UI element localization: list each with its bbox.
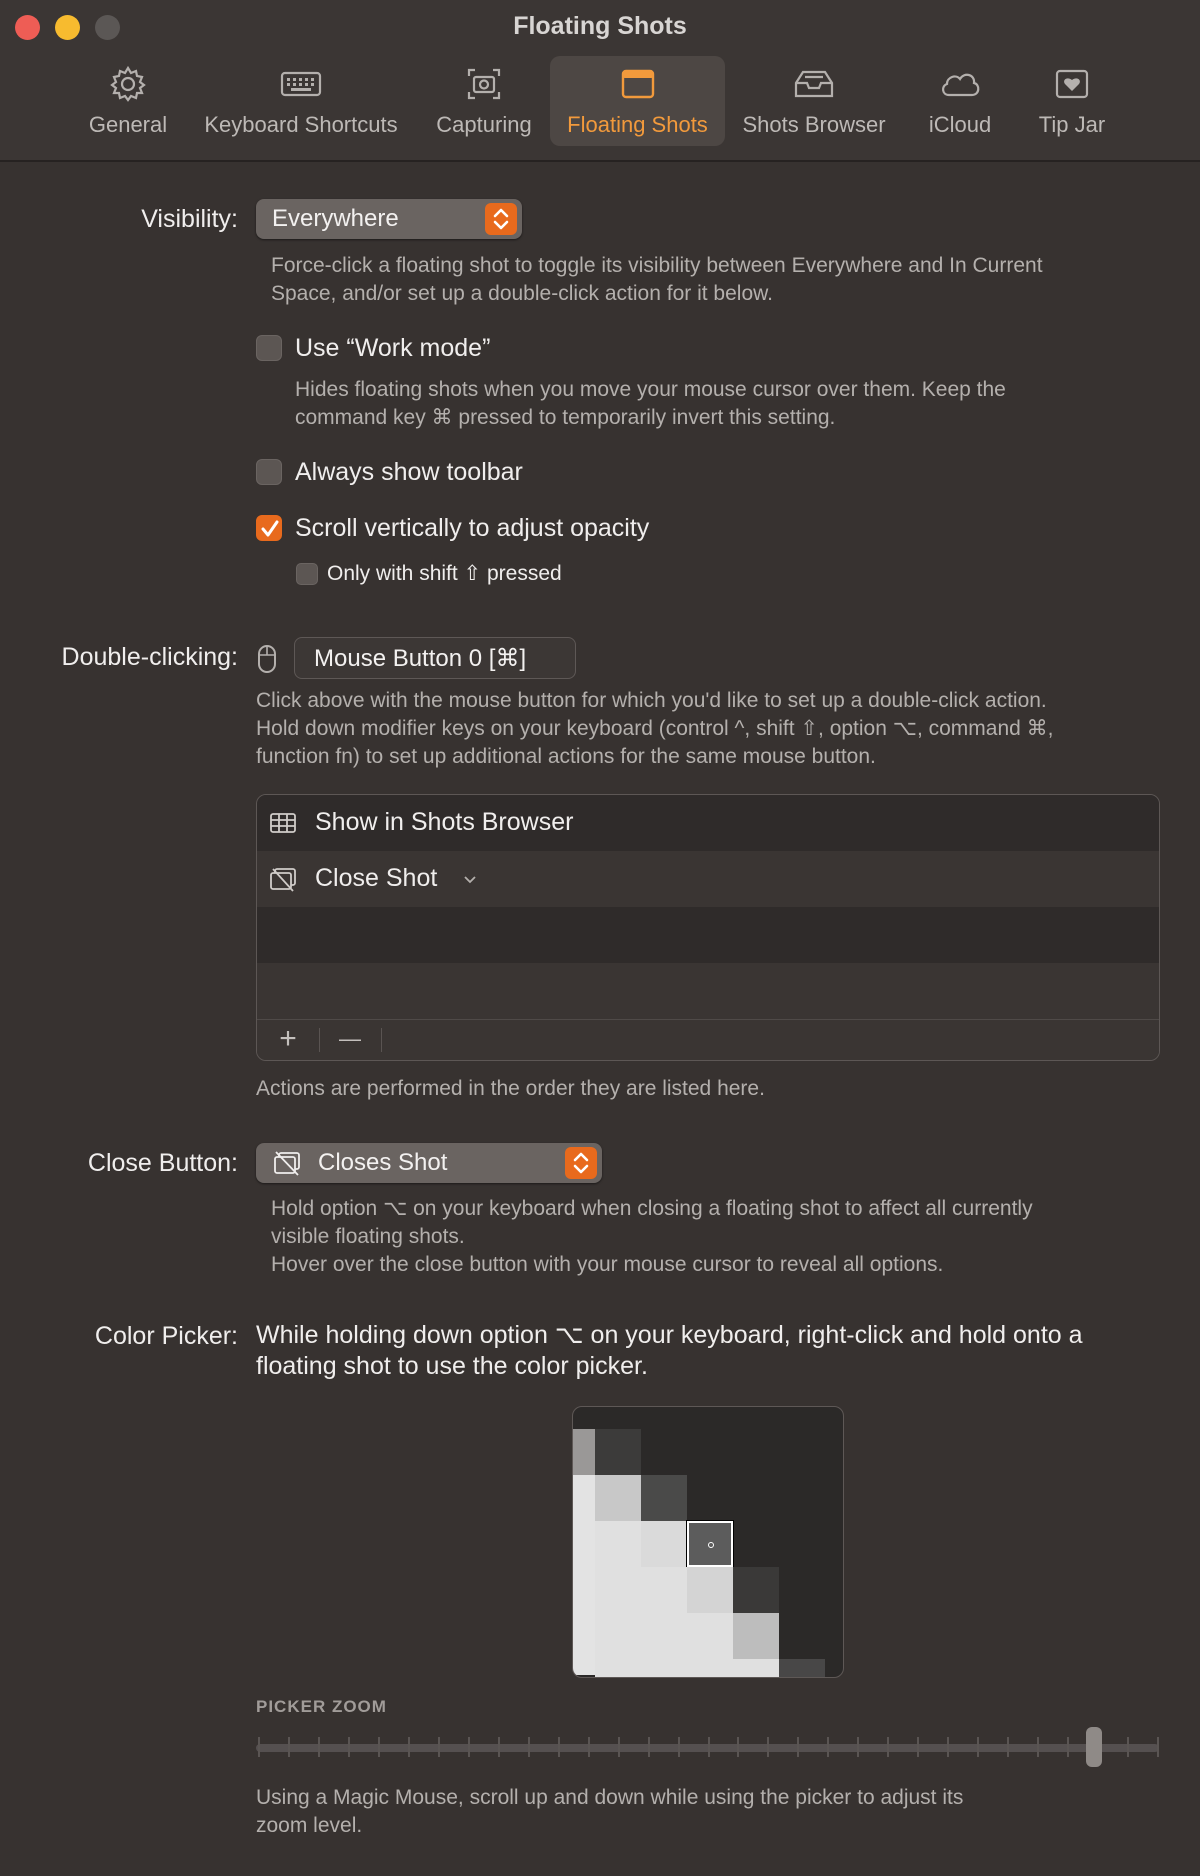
preview-pixel <box>641 1567 687 1677</box>
slider-tick <box>348 1737 350 1757</box>
window-title: Floating Shots <box>513 12 687 40</box>
close-button-label: Close Button: <box>87 1149 238 1177</box>
picker-zoom-slider-knob[interactable] <box>1086 1727 1102 1767</box>
mouse-button-recorder[interactable] <box>294 637 576 679</box>
slider-tick <box>258 1737 260 1757</box>
tab-shots-browser-label: Shots Browser <box>742 112 886 137</box>
tab-capturing-label: Capturing <box>436 112 532 137</box>
preview-pixel <box>641 1521 687 1567</box>
tab-keyboard-shortcuts-label: Keyboard Shortcuts <box>204 112 398 137</box>
slider-tick <box>678 1737 680 1757</box>
preview-pixel <box>641 1475 687 1521</box>
slider-tick <box>887 1737 889 1757</box>
double-click-actions-list <box>256 794 1160 1061</box>
work-mode-description-line-2: command key ⌘ pressed to temporarily invert this setting. <box>295 406 836 429</box>
slider-tick <box>1007 1737 1009 1757</box>
floating-window-icon <box>618 64 658 110</box>
toolbar <box>0 0 1200 162</box>
tray-icon <box>792 64 836 110</box>
picker-zoom-note-line-2: zoom level. <box>256 1814 363 1837</box>
preview-pixel <box>595 1429 641 1475</box>
visibility-description-line-1: Force-click a floating shot to toggle its visibility between Everywhere and In Current <box>271 254 1043 277</box>
always-show-toolbar-checkbox[interactable] <box>256 459 282 485</box>
tab-tip-jar[interactable] <box>1022 56 1122 146</box>
scroll-opacity-label: Scroll vertically to adjust opacity <box>295 514 650 542</box>
close-shot-icon <box>272 1149 302 1184</box>
list-item-empty <box>257 907 1159 963</box>
preview-pixel <box>733 1659 779 1677</box>
mouse-button-value: Mouse Button 0 [⌘] <box>314 645 527 672</box>
color-picker-description-line-2: floating shot to use the color picker. <box>256 1352 648 1380</box>
preview-pixel <box>687 1567 733 1613</box>
tab-general-label: General <box>88 112 168 137</box>
checkmark-icon <box>257 516 283 542</box>
scroll-opacity-checkbox[interactable] <box>256 515 282 541</box>
slider-tick <box>438 1737 440 1757</box>
gear-icon <box>108 64 148 110</box>
slider-tick <box>318 1737 320 1757</box>
close-button-popup[interactable] <box>256 1143 602 1183</box>
visibility-label: Visibility: <box>141 205 238 233</box>
double-click-description-line-3: function fn) to set up additional actions for the same mouse button. <box>256 745 876 768</box>
picker-zoom-caption: PICKER ZOOM <box>256 1697 387 1716</box>
double-click-description-line-2: Hold down modifier keys on your keyboard (control ^, shift ⇧, option ⌥, command ⌘, <box>256 717 1054 740</box>
crosshair-icon <box>708 1542 714 1548</box>
slider-tick <box>468 1737 470 1757</box>
picker-zoom-note-line-1: Using a Magic Mouse, scroll up and down while using the picker to adjust its <box>256 1786 964 1809</box>
popup-arrows-icon <box>485 203 517 235</box>
cloud-icon <box>937 64 983 110</box>
only-with-shift-label: Only with shift ⇧ pressed <box>327 562 562 585</box>
list-item[interactable] <box>257 851 1159 907</box>
preview-pixel <box>687 1613 733 1677</box>
close-button-description-line-1: Hold option ⌥ on your keyboard when closing a floating shot to affect all currently <box>271 1197 1033 1220</box>
slider-tick <box>1157 1737 1159 1757</box>
camera-icon <box>464 64 504 110</box>
slider-tick <box>737 1737 739 1757</box>
slider-tick <box>288 1737 290 1757</box>
always-show-toolbar-label: Always show toolbar <box>295 458 523 486</box>
tab-floating-shots-label: Floating Shots <box>567 112 708 137</box>
color-picker-label: Color Picker: <box>94 1322 238 1350</box>
tab-capturing[interactable] <box>424 56 544 146</box>
slider-tick <box>558 1737 560 1757</box>
close-shot-icon <box>269 865 297 898</box>
heart-card-icon <box>1052 64 1092 110</box>
tab-floating-shots[interactable] <box>550 56 725 146</box>
tab-icloud[interactable] <box>912 56 1008 146</box>
actions-order-note: Actions are performed in the order they are listed here. <box>256 1077 765 1100</box>
divider <box>381 1028 382 1052</box>
keyboard-icon <box>279 64 323 110</box>
slider-tick <box>827 1737 829 1757</box>
slider-tick <box>797 1737 799 1757</box>
preview-pixel <box>595 1521 641 1677</box>
chevron-down-icon[interactable] <box>462 873 478 891</box>
tab-tip-jar-label: Tip Jar <box>1038 112 1106 137</box>
slider-tick <box>1127 1737 1129 1757</box>
color-picker-description-line-1: While holding down option ⌥ on your keyboard, right-click and hold onto a <box>256 1321 1083 1349</box>
slider-tick <box>648 1737 650 1757</box>
preview-pixel <box>573 1429 595 1475</box>
remove-action-button[interactable]: — <box>339 1026 361 1051</box>
slider-tick <box>528 1737 530 1757</box>
tab-shots-browser[interactable] <box>732 56 896 146</box>
slider-tick <box>498 1737 500 1757</box>
popup-arrows-icon <box>565 1147 597 1179</box>
close-button-description-line-3: Hover over the close button with your mouse cursor to reveal all options. <box>271 1253 944 1276</box>
add-action-button[interactable]: + <box>279 1022 297 1055</box>
visibility-description-line-2: Space, and/or set up a double-click action for it below. <box>271 282 773 305</box>
picker-center-pixel <box>687 1521 733 1567</box>
action-label: Close Shot <box>315 864 438 892</box>
slider-tick <box>378 1737 380 1757</box>
list-item[interactable] <box>257 795 1159 851</box>
slider-tick <box>1067 1737 1069 1757</box>
work-mode-label: Use “Work mode” <box>295 334 491 362</box>
slider-tick <box>917 1737 919 1757</box>
work-mode-description-line-1: Hides floating shots when you move your mouse cursor over them. Keep the <box>295 378 1006 401</box>
mouse-icon <box>257 644 277 679</box>
preview-pixel <box>595 1475 641 1521</box>
action-label: Show in Shots Browser <box>315 808 574 836</box>
color-picker-preview <box>572 1406 844 1678</box>
preview-pixel <box>573 1475 595 1675</box>
tab-general[interactable] <box>78 56 178 146</box>
close-button-description-line-2: visible floating shots. <box>271 1225 465 1248</box>
preview-pixel <box>733 1613 779 1659</box>
list-footer <box>257 1019 1159 1060</box>
close-button-value: Closes Shot <box>318 1149 448 1176</box>
visibility-value: Everywhere <box>272 205 399 232</box>
only-with-shift-checkbox[interactable] <box>296 563 318 585</box>
grid-icon <box>269 809 297 842</box>
slider-tick <box>767 1737 769 1757</box>
slider-tick <box>588 1737 590 1757</box>
preview-pixel <box>733 1567 779 1613</box>
slider-tick <box>618 1737 620 1757</box>
slider-tick <box>977 1737 979 1757</box>
slider-tick <box>408 1737 410 1757</box>
double-clicking-label: Double-clicking: <box>61 643 238 671</box>
double-click-description-line-1: Click above with the mouse button for which you'd like to set up a double-click action. <box>256 689 1047 712</box>
slider-tick <box>708 1737 710 1757</box>
slider-tick <box>947 1737 949 1757</box>
slider-tick <box>857 1737 859 1757</box>
work-mode-checkbox[interactable] <box>256 335 282 361</box>
slider-tick <box>1037 1737 1039 1757</box>
tab-keyboard-shortcuts[interactable] <box>193 56 409 146</box>
preview-pixel <box>779 1659 825 1677</box>
visibility-popup[interactable] <box>256 199 522 239</box>
tab-icloud-label: iCloud <box>928 112 992 137</box>
